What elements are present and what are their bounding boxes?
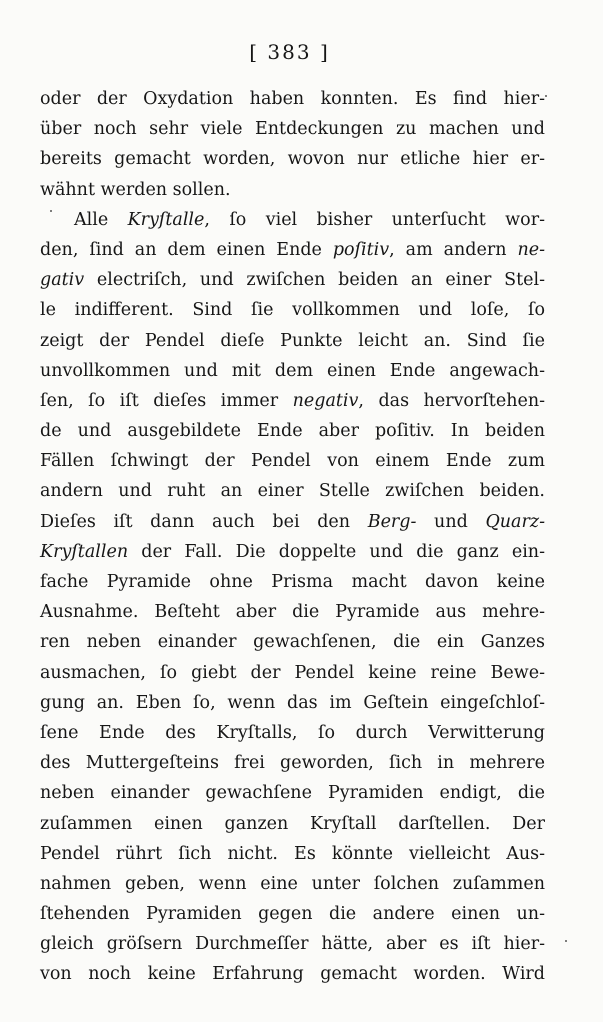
text-segment: gung an. Eben ſo, wenn das im Geſtein eingeſchloſ- [40, 692, 545, 713]
text-segment: wähnt werden sollen. [40, 179, 231, 200]
text-line [40, 144, 545, 174]
text-line [40, 929, 545, 959]
text-line [40, 84, 545, 114]
text-line [40, 386, 545, 416]
text-segment: , am andern [389, 239, 518, 260]
text-line [40, 175, 545, 205]
text-segment: ſtehenden Pyramiden gegen die andere einen un- [40, 904, 545, 925]
text-line [40, 809, 545, 839]
text-segment: den, ſind an dem einen Ende [40, 239, 333, 260]
text-segment: zeigt der Pendel dieſe Punkte leicht an. Sind ſie [40, 330, 545, 351]
text-line [40, 235, 545, 265]
text-segment: , ſo viel bisher unterſucht wor- [204, 209, 545, 230]
text-line [40, 205, 545, 235]
body-text [40, 84, 545, 990]
text-segment: Ausnahme. Beſteht aber die Pyramide aus mehre- [40, 602, 545, 623]
text-segment: Fällen ſchwingt der Pendel von einem Ende zum [40, 451, 545, 472]
text-line [40, 778, 545, 808]
text-line [40, 114, 545, 144]
text-segment: neben einander gewachſene Pyramiden endigt, die [40, 783, 545, 804]
text-line [40, 567, 545, 597]
text-segment: de und ausgebildete Ende aber poſitiv. In beiden [40, 421, 545, 442]
italic-text: poſitiv [332, 239, 390, 260]
italic-text: gativ [40, 270, 85, 291]
italic-text: negativ [292, 390, 359, 411]
scan-speck [545, 95, 547, 97]
text-segment: Alle [74, 209, 128, 230]
text-line [40, 869, 545, 899]
scan-speck [50, 210, 52, 212]
text-segment: ſene Ende des Kryſtalls, ſo durch Verwitterung [40, 722, 545, 743]
text-line [40, 326, 545, 356]
text-line [40, 265, 545, 295]
text-line [40, 658, 545, 688]
text-segment: ausmachen, ſo giebt der Pendel keine reine Bewe- [40, 662, 545, 683]
text-line [40, 718, 545, 748]
text-segment: zuſammen einen ganzen Kryſtall darſtellen. Der [40, 813, 545, 834]
text-segment: über noch sehr viele Entdeckungen zu machen und [40, 119, 545, 140]
text-segment: des Muttergeſteins frei geworden, ſich in mehrere [40, 753, 545, 774]
text-segment: bereits gemacht worden, wovon nur etliche hier er- [40, 149, 545, 170]
text-segment: von noch keine Erfahrung gemacht worden. Wird [40, 964, 545, 985]
text-segment: oder der Oxydation haben konnten. Es find hier- [40, 89, 545, 109]
text-segment: ſen, ſo iſt dieſes immer [40, 390, 293, 411]
italic-text: Berg- [367, 511, 417, 532]
text-segment: fache Pyramide ohne Prisma macht davon keine [40, 572, 545, 592]
text-segment: le indifferent. Sind ſie vollkommen und loſe, ſo [40, 300, 545, 321]
italic-text: ne- [517, 239, 545, 260]
text-segment: unvollkommen und mit dem einen Ende angewach- [40, 360, 545, 381]
text-segment: Pendel rührt ſich nicht. Es könnte vielleicht Aus- [40, 843, 545, 864]
text-line [40, 959, 545, 989]
italic-text: Kryſtallen [40, 541, 129, 562]
text-line [40, 688, 545, 718]
text-segment: , das hervorſtehen- [358, 390, 546, 411]
text-line [40, 476, 545, 506]
text-line [40, 748, 545, 778]
scan-speck [565, 940, 567, 942]
italic-text: Quarz- [485, 511, 545, 532]
text-segment: nahmen geben, wenn eine unter ſolchen zuſammen [40, 873, 545, 894]
text-line [40, 627, 545, 657]
text-segment: der Fall. Die doppelte und die ganz ein- [128, 541, 545, 562]
text-line [40, 416, 545, 446]
text-line [40, 899, 545, 929]
text-segment: und [416, 511, 486, 532]
text-segment: Dieſes iſt dann auch bei den [40, 511, 368, 532]
text-line [40, 537, 545, 567]
text-line [40, 356, 545, 386]
text-segment: andern und ruht an einer Stelle zwiſchen beiden. [40, 481, 545, 502]
text-segment: gleich gröſsern Durchmeſſer hätte, aber es iſt hier- [40, 934, 545, 955]
text-line [40, 295, 545, 325]
text-segment: electriſch, und zwiſchen beiden an einer Stel- [84, 270, 545, 291]
text-segment: ren neben einander gewachſenen, die ein Ganzes [40, 632, 545, 653]
page-number: [ 383 ] [249, 40, 330, 64]
text-line [40, 597, 545, 627]
italic-text: Kryſtalle [127, 209, 205, 230]
text-line [40, 507, 545, 537]
text-line [40, 839, 545, 869]
text-line [40, 446, 545, 476]
